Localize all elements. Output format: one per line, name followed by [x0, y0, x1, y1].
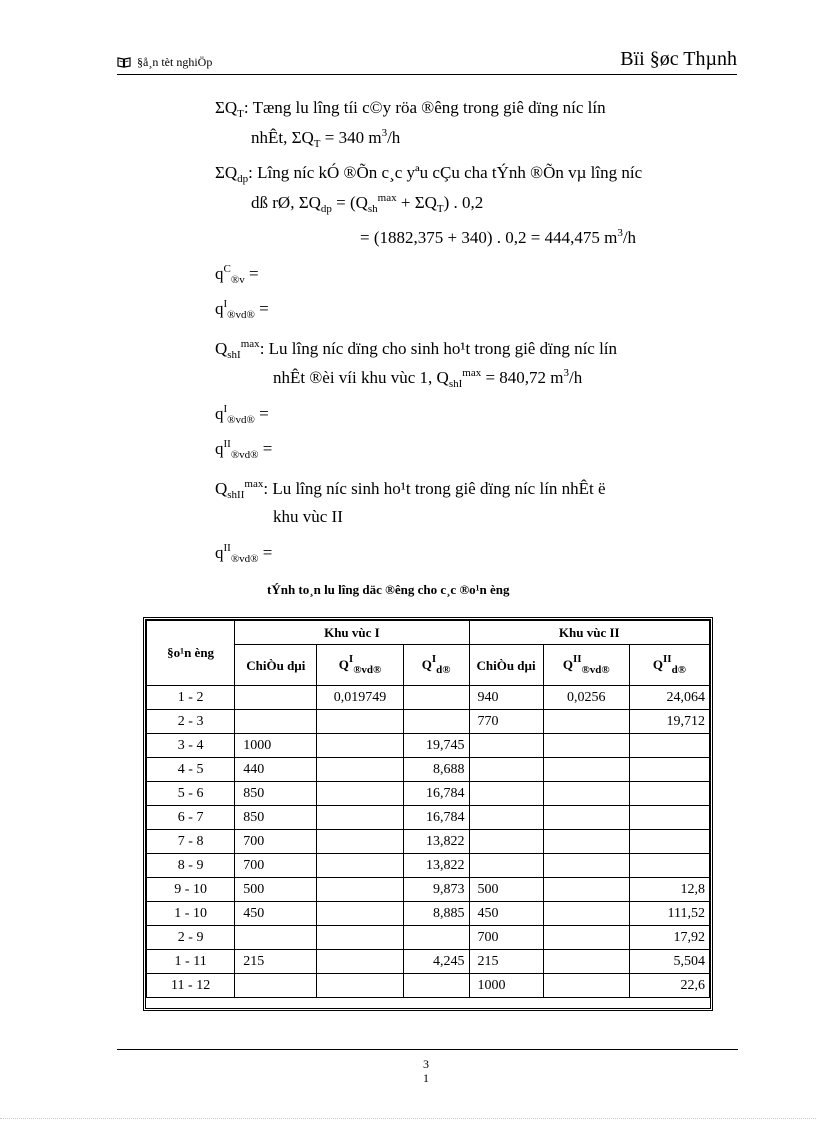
table-cell: 1000 [235, 734, 317, 758]
table-cell [317, 926, 403, 950]
table-cell [235, 686, 317, 710]
table-cell [317, 902, 403, 926]
sqdp-line1: $\Sigma Q_{dp}$: Lîng níc kÓ ®Õn c¸c yªu cÇu cha tÝnh ®Õn vµ lîng níc [215, 163, 643, 185]
table-cell [469, 830, 543, 854]
table-caption: tÝnh to¸n lu lîng däc ®êng cho c¸c ®o¹n èng [267, 582, 510, 597]
table-header-row-1 [147, 621, 710, 645]
table-cell [629, 806, 709, 830]
table-cell [629, 782, 709, 806]
table-cell: 0,019749 [317, 686, 403, 710]
col-segment-header: §o¹n èng [147, 621, 235, 686]
sqdp-line2: dß rØ, $\Sigma Q_{dp} = (Q_{sh}^{max} + \Sigma Q_T)$ . 0,2 [251, 192, 484, 215]
table-cell: 770 [469, 710, 543, 734]
table-cell: 850 [235, 782, 317, 806]
header-title: §å¸n tèt nghiÖp [137, 55, 213, 69]
table-cell [235, 974, 317, 998]
table-cell [543, 974, 629, 998]
table-cell: 9 - 10 [147, 878, 235, 902]
zone2-length-header: ChiÒu dµi [469, 645, 543, 686]
table-cell [469, 734, 543, 758]
zone1-length-header: ChiÒu dµi [235, 645, 317, 686]
table-cell: 2 - 3 [147, 710, 235, 734]
table-cell [469, 782, 543, 806]
zone2-qvd-header: $Q^{II}_{®vd®}$ [543, 645, 629, 686]
table-cell: 700 [235, 854, 317, 878]
table-cell [543, 878, 629, 902]
zone1-qvd-header: $Q^I_{®vd®}$ [317, 645, 403, 686]
formula-qc: $q^C_{®v}$ = [215, 263, 259, 286]
table-cell: 215 [235, 950, 317, 974]
table-cell: 1 - 2 [147, 686, 235, 710]
table-cell [629, 854, 709, 878]
zone2-qd-header: $Q^{II}_{d®}$ [629, 645, 709, 686]
table-row [147, 974, 710, 998]
table-cell [317, 878, 403, 902]
table-cell [543, 734, 629, 758]
table-cell: 12,8 [629, 878, 709, 902]
table-cell: 6 - 7 [147, 806, 235, 830]
table-cell [543, 902, 629, 926]
table-row [147, 710, 710, 734]
table-cell [403, 926, 469, 950]
formula-qi-1: $q^I_{®vd®}$ = [215, 298, 269, 321]
table-cell [317, 758, 403, 782]
table-cell: 8,688 [403, 758, 469, 782]
book-icon [117, 57, 131, 72]
table-cell: 7 - 8 [147, 830, 235, 854]
table-cell: 700 [469, 926, 543, 950]
table-cell: 440 [235, 758, 317, 782]
table-cell [317, 830, 403, 854]
calc-line: = (1882,375 + 340) . 0,2 = 444,475 $m^3/h$ [360, 227, 637, 247]
formula-qi-2: $q^I_{®vd®}$ = [215, 403, 269, 426]
sqt-line1: $\Sigma Q_T$: Tæng lu lîng tíi c©y röa ®êng trong giê dïng níc lín [215, 98, 606, 120]
table-cell [317, 806, 403, 830]
table-cell: 700 [235, 830, 317, 854]
table-cell: 1 - 11 [147, 950, 235, 974]
table-cell [469, 854, 543, 878]
table-cell [543, 782, 629, 806]
table-cell [469, 758, 543, 782]
body-text [215, 0, 745, 600]
table-cell [317, 950, 403, 974]
qsh2-line1: $Q_{shII}^{max}$: Lu lîng níc sinh ho¹t trong giê dïng níc lín nhÊt ë [215, 478, 606, 501]
table-cell: 4 - 5 [147, 758, 235, 782]
table-cell [317, 710, 403, 734]
table-cell: 850 [235, 806, 317, 830]
footer-rule [117, 1049, 738, 1050]
table-cell [543, 830, 629, 854]
table-row [147, 686, 710, 710]
table-cell [403, 974, 469, 998]
table-row [147, 950, 710, 974]
table-cell: 5,504 [629, 950, 709, 974]
qsh1-line1: $Q_{shI}^{max}$: Lu lîng níc dïng cho sinh ho¹t trong giê dïng níc lín [215, 338, 618, 361]
formula-qii-1: $q^{II}_{®vd®}$ = [215, 438, 273, 461]
table-cell: 19,712 [629, 710, 709, 734]
qsh1-line2: nhÊt ®èi víi khu vùc 1, $Q_{shI}^{max} = 840,72$ $m^3/h$ [273, 367, 583, 390]
table-cell [629, 734, 709, 758]
table-cell: 8,885 [403, 902, 469, 926]
qsh2-line2: khu vùc II [273, 507, 343, 526]
table-row [147, 902, 710, 926]
table-cell [543, 758, 629, 782]
table-cell: 5 - 6 [147, 782, 235, 806]
table-cell: 2 - 9 [147, 926, 235, 950]
table-row [147, 734, 710, 758]
table-cell: 17,92 [629, 926, 709, 950]
table-cell [235, 710, 317, 734]
table-row [147, 830, 710, 854]
table-cell: 111,52 [629, 902, 709, 926]
table-cell: 4,245 [403, 950, 469, 974]
zone2-header: Khu vùc II [469, 621, 709, 645]
table-cell: 19,745 [403, 734, 469, 758]
table-cell [543, 710, 629, 734]
table-cell: 8 - 9 [147, 854, 235, 878]
table-cell [317, 782, 403, 806]
table-cell [543, 806, 629, 830]
table-cell [629, 758, 709, 782]
table-cell [543, 950, 629, 974]
header-left [117, 55, 212, 72]
table-cell: 22,6 [629, 974, 709, 998]
table-cell: 1000 [469, 974, 543, 998]
table-cell: 13,822 [403, 854, 469, 878]
table-cell [543, 854, 629, 878]
table-row [147, 854, 710, 878]
table-cell: 11 - 12 [147, 974, 235, 998]
table-cell [469, 806, 543, 830]
table-cell: 24,064 [629, 686, 709, 710]
table-cell: 940 [469, 686, 543, 710]
page-number: 3 1 [423, 1057, 429, 1085]
table-row [147, 758, 710, 782]
table-cell [317, 854, 403, 878]
table-cell: 9,873 [403, 878, 469, 902]
formula-qii-2: $q^{II}_{®vd®}$ = [215, 542, 273, 565]
table-row [147, 806, 710, 830]
table-cell [543, 926, 629, 950]
table-cell [403, 710, 469, 734]
sqt-line2: nhÊt, $\Sigma Q_T = 340$ $m^3/h$ [251, 127, 401, 150]
zone1-header: Khu vùc I [235, 621, 469, 645]
table-cell: 500 [235, 878, 317, 902]
zone1-qd-header: $Q^I_{d®}$ [403, 645, 469, 686]
table-row [147, 926, 710, 950]
table-cell: 215 [469, 950, 543, 974]
table-cell: 3 - 4 [147, 734, 235, 758]
table-cell [317, 734, 403, 758]
table-cell: 16,784 [403, 806, 469, 830]
table-cell [317, 974, 403, 998]
table-cell: 450 [235, 902, 317, 926]
table-cell [403, 686, 469, 710]
page-bottom-edge [0, 1118, 816, 1119]
table-cell: 1 - 10 [147, 902, 235, 926]
table-row [147, 878, 710, 902]
table-row [147, 782, 710, 806]
table-cell: 500 [469, 878, 543, 902]
table-cell: 16,784 [403, 782, 469, 806]
header-author: Bïi §øc Thµnh [620, 48, 737, 70]
table-cell: 13,822 [403, 830, 469, 854]
table-cell: 0,0256 [543, 686, 629, 710]
table-cell [629, 830, 709, 854]
flow-table [146, 620, 710, 998]
table-cell [235, 926, 317, 950]
table-cell: 450 [469, 902, 543, 926]
